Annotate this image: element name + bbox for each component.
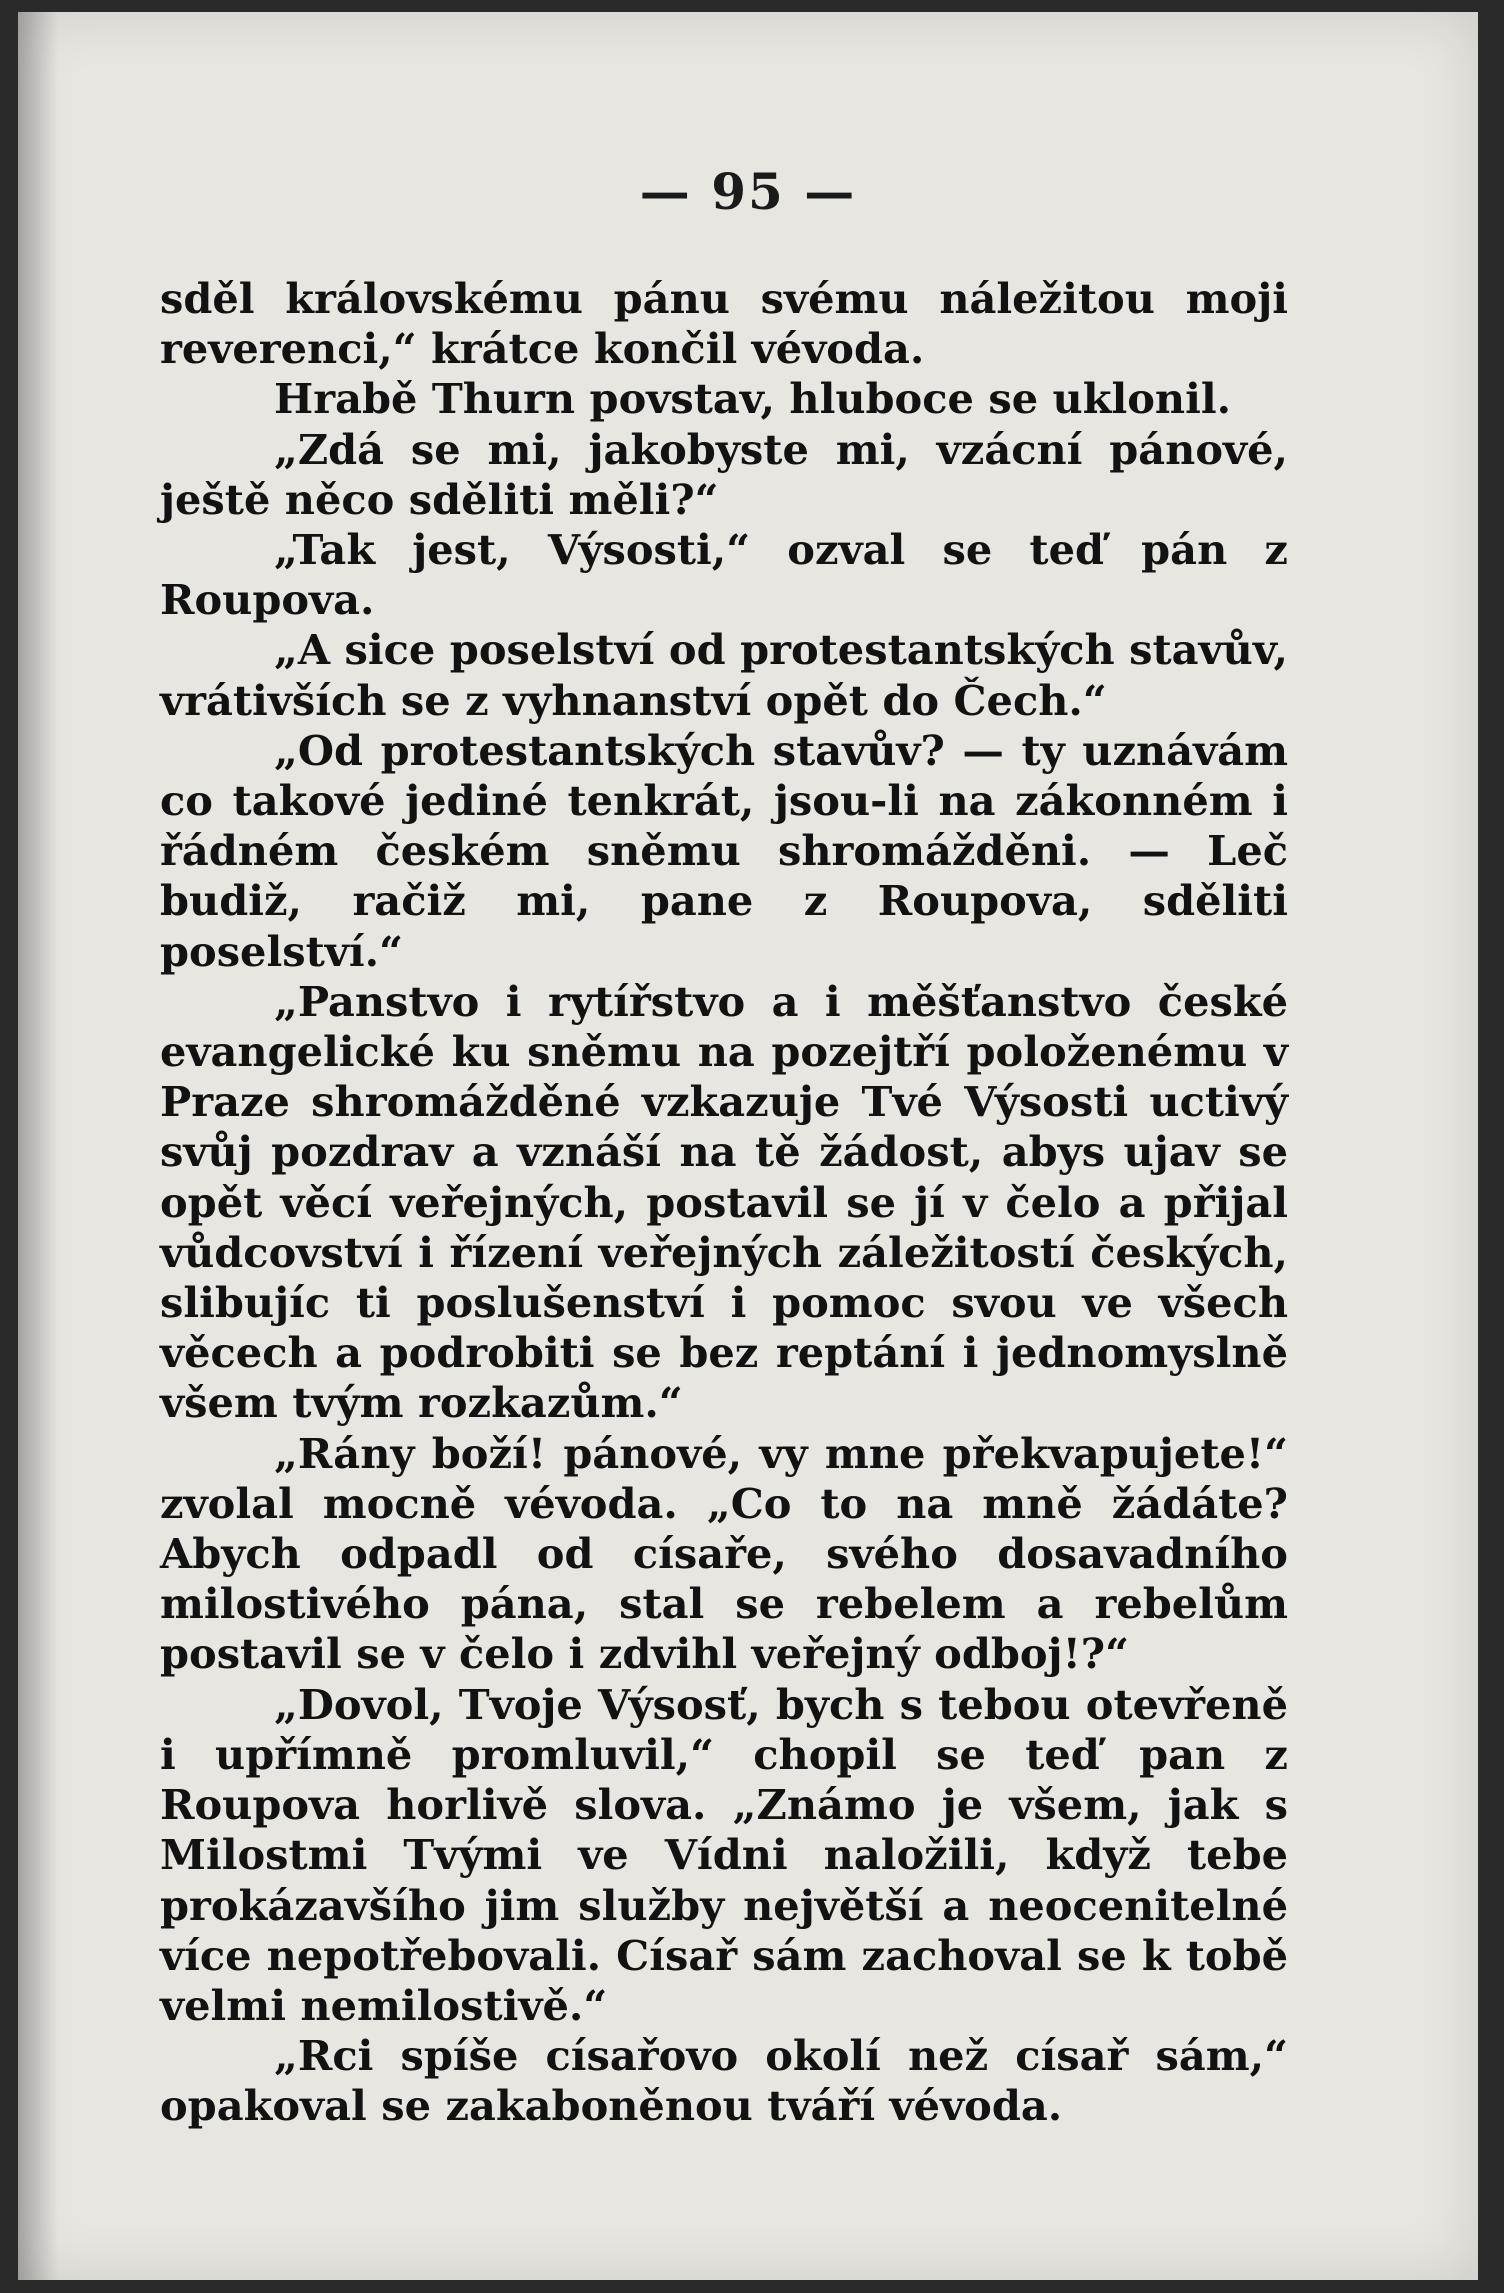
paragraph: „Panstvo i rytířstvo a i měšťanstvo české evangelické ku sněmu na pozejtří položenému v Praze shromážděné vzkazuje Tvé Výsosti uctivý svůj pozdrav a vznáší na tě žádost, abys ujav se opět věcí veřejných, postavil se jí v čelo a přijal vůdcovství i řízení veřejných záležitostí českých, slibujíc ti poslušenství i pomoc svou ve všech věcech a podrobiti se bez reptání i jednomyslně všem tvým rozkazům.“ [160,976,1288,1428]
book-page [18,12,1478,2280]
paragraph: „Tak jest, Výsosti,“ ozval se teď pán z Roupova. [160,525,1288,625]
paragraph: „Zdá se mi, jakobyste mi, vzácní pánové, ještě něco sděliti měli?“ [160,424,1288,524]
paragraph: sděl královskému pánu svému náležitou moji reverenci,“ krátce končil vévoda. [160,274,1288,374]
body-text [160,274,1288,2132]
paragraph: „Od protestantských stavův? — ty uznávám co takové jediné tenkrát, jsou-li na zákonném i řádném českém sněmu shromážděni. — Leč budiž, račiž mi, pane z Roupova, sděliti poselství.“ [160,725,1288,976]
paragraph: „Dovol, Tvoje Výsosť, bych s tebou otevřeně i upřímně promluvil,“ chopil se teď pan z Roupova horlivě slova. „Známo je všem, jak s Milostmi Tvými ve Vídni naložili, když tebe prokázavšího jim služby největší a neocenitelné více nepotřebovali. Císař sám zachoval se k tobě velmi nemilostivě.“ [160,1679,1288,2030]
paragraph: Hrabě Thurn povstav, hluboce se uklonil. [274,374,1232,424]
paragraph: „A sice poselství od protestantských stavův, vrátivších se z vyhnanství opět do Čech.“ [160,625,1288,725]
paragraph: „Rci spíše císařovo okolí než císař sám,“ opakoval se zakaboněnou tváří vévoda. [160,2031,1288,2131]
page-number: — 95 — [639,162,857,221]
paragraph: „Rány boží! pánové, vy mne překvapujete!“ zvolal mocně vévoda. „Co to na mně žádáte? Abych odpadl od císaře, svého dosavadního milostivého pána, stal se rebelem a rebelům postavil se v čelo i zdvihl veřejný odboj!?“ [160,1428,1288,1679]
